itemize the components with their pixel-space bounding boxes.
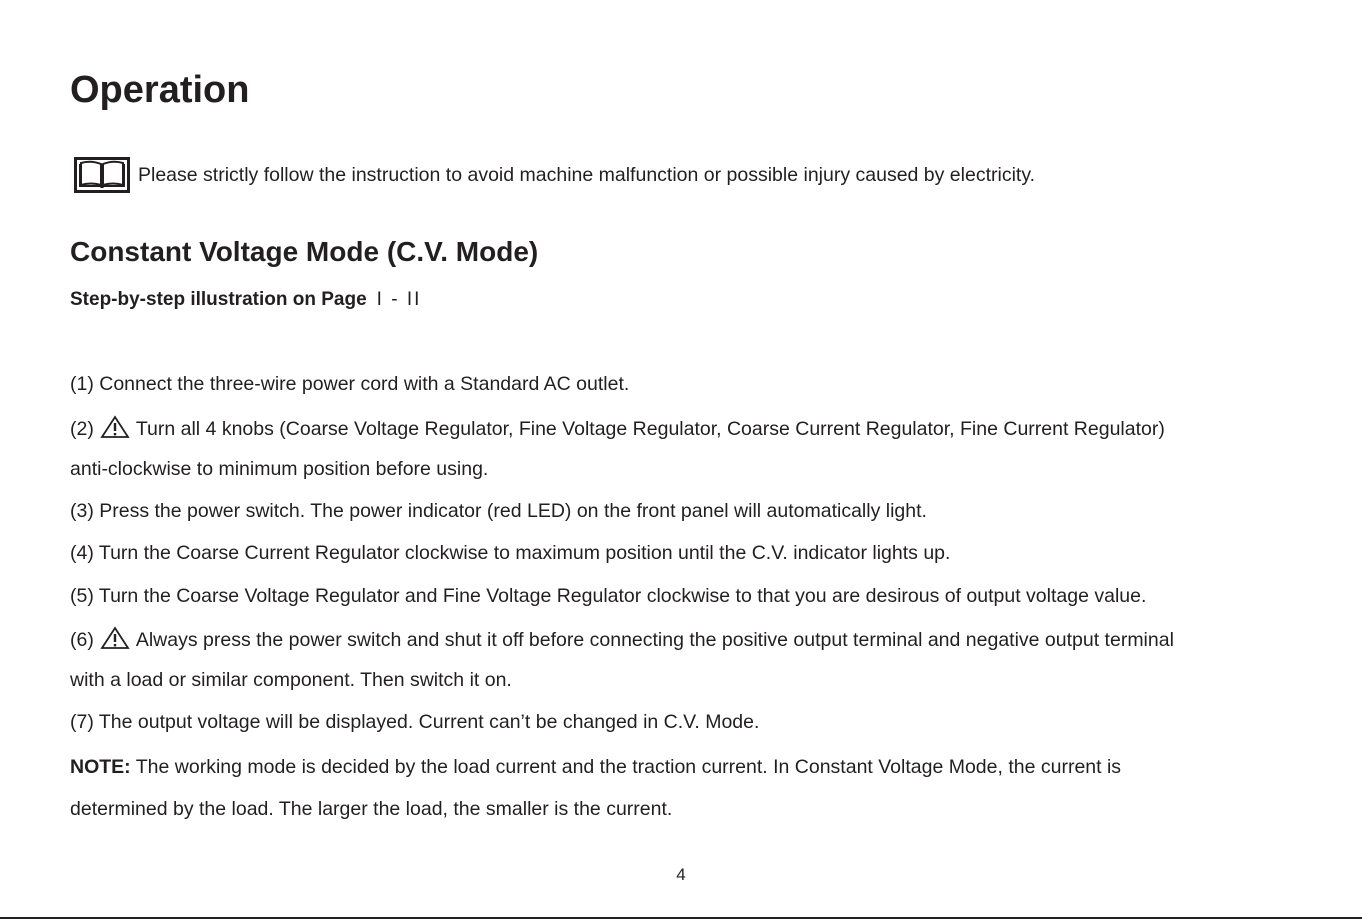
illustration-reference-text: Step-by-step illustration on Page <box>70 289 367 310</box>
step-7: (7) The output voltage will be displayed. Current can’t be changed in C.V. Mode. <box>70 711 760 733</box>
safety-notice <box>74 155 1344 195</box>
step-2 <box>70 415 1165 445</box>
note-continued: determined by the load. The larger the load, the smaller is the current. <box>70 798 673 820</box>
page-number: 4 <box>676 865 686 884</box>
note-text: The working mode is decided by the load current and the traction current. In Constant Voltage Mode, the current is <box>135 756 1122 778</box>
manual-book-icon <box>74 157 130 193</box>
step-6-text: Always press the power switch and shut it off before connecting the positive output terminal and negative output terminal <box>135 629 1174 651</box>
section-title: Constant Voltage Mode (C.V. Mode) <box>70 236 539 267</box>
notice-text: Please strictly follow the instruction to avoid machine malfunction or possible injury caused by electricity. <box>138 164 1036 186</box>
step-6 <box>70 626 1174 656</box>
step-2-text: Turn all 4 knobs (Coarse Voltage Regulator, Fine Voltage Regulator, Coarse Current Regulator, Fine Current Regulator) <box>135 418 1165 440</box>
step-1: (1) Connect the three-wire power cord with a Standard AC outlet. <box>70 373 630 395</box>
warning-triangle-icon <box>100 415 130 445</box>
step-4: (4) Turn the Coarse Current Regulator clockwise to maximum position until the C.V. indicator lights up. <box>70 542 951 564</box>
step-3: (3) Press the power switch. The power indicator (red LED) on the front panel will automatically light. <box>70 500 927 522</box>
step-5: (5) Turn the Coarse Voltage Regulator and Fine Voltage Regulator clockwise to that you are desirous of output voltage value. <box>70 585 1147 607</box>
step-2-number: (2) <box>70 418 94 440</box>
step-2-continued: anti-clockwise to minimum position before using. <box>70 458 489 480</box>
note-label: NOTE: <box>70 756 131 778</box>
illustration-page-ref: I - II <box>376 289 422 310</box>
bottom-rule <box>0 917 1362 919</box>
illustration-reference <box>70 288 421 312</box>
step-6-number: (6) <box>70 629 94 651</box>
warning-triangle-icon <box>100 626 130 656</box>
page-title: Operation <box>70 69 250 111</box>
step-6-continued: with a load or similar component. Then switch it on. <box>70 669 512 691</box>
note <box>70 755 1121 779</box>
